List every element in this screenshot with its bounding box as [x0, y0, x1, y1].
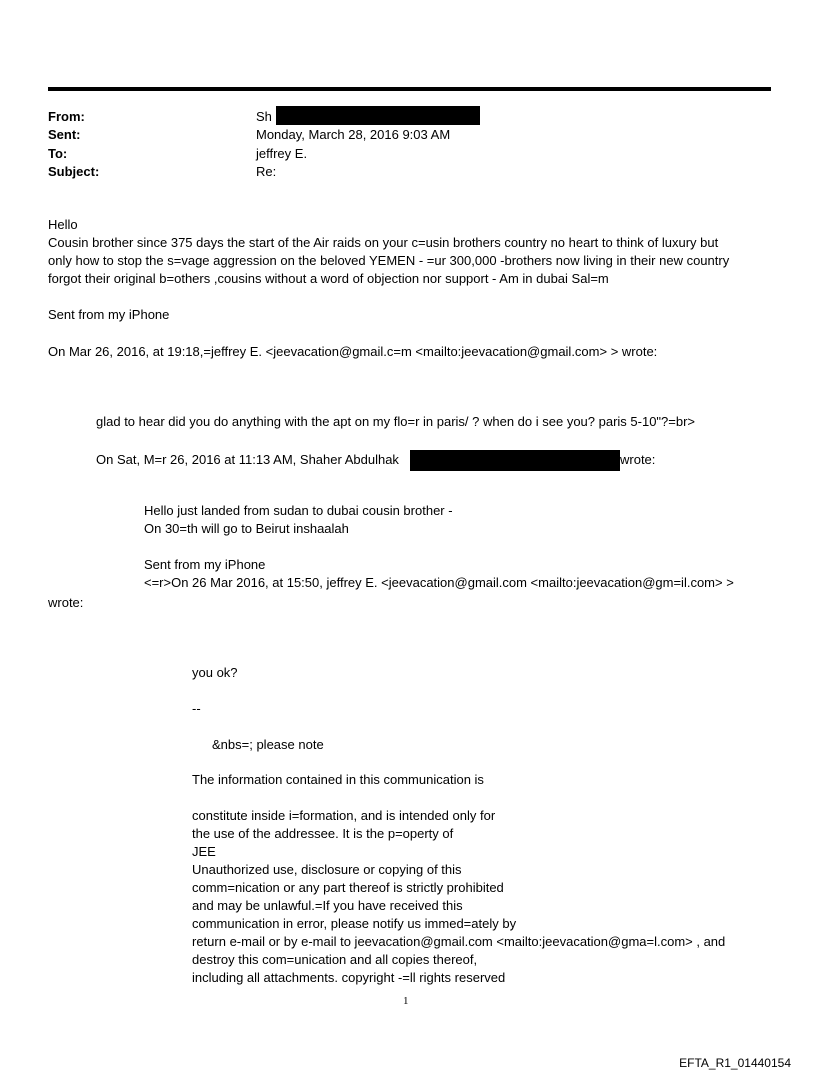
- to-value: jeffrey E.: [256, 146, 308, 161]
- disclaimer-line: destroy this com=unication and all copies thereof,: [192, 952, 478, 967]
- separator-dashes: --: [192, 701, 201, 716]
- page-number: 1: [403, 995, 409, 1007]
- header-rule: [48, 87, 771, 91]
- sent-value: Monday, March 28, 2016 9:03 AM: [256, 127, 451, 142]
- quote-text: glad to hear did you do anything with the apt on my flo=r in paris/ ? when do i see you? paris 5-10"?=br>: [96, 414, 696, 429]
- redaction-block: [410, 450, 620, 471]
- signature: Sent from my iPhone: [48, 307, 170, 322]
- redaction-block: [276, 106, 480, 125]
- signature: Sent from my iPhone: [144, 557, 266, 572]
- quote-text: you ok?: [192, 665, 238, 680]
- subject-value: Re:: [256, 164, 277, 179]
- quote-header-wrote: wrote:: [48, 595, 84, 610]
- quote-header: On Mar 26, 2016, at 19:18,=jeffrey E. <jeevacation@gmail.c=m <mailto:jeevacation@gmail.com> > wrote:: [48, 344, 658, 359]
- note-line: &nbs=; please note: [212, 737, 324, 752]
- disclaimer-line: constitute inside i=formation, and is intended only for: [192, 808, 496, 823]
- quote-text: Hello just landed from sudan to dubai cousin brother -: [144, 503, 453, 518]
- disclaimer-line: Unauthorized use, disclosure or copying of this: [192, 862, 462, 877]
- disclaimer-line: and may be unlawful.=If you have received this: [192, 898, 463, 913]
- from-label: From:: [48, 109, 85, 124]
- disclaimer-line: communication in error, please notify us immed=ately by: [192, 916, 517, 931]
- quote-header: <=r>On 26 Mar 2016, at 15:50, jeffrey E. <jeevacation@gmail.com <mailto:jeevacation@gm=il.com> >: [144, 575, 734, 590]
- greeting: Hello: [48, 217, 78, 232]
- disclaimer-line: return e-mail or by e-mail to jeevacation@gmail.com <mailto:jeevacation@gma=l.com> , and: [192, 934, 726, 949]
- body-line: Cousin brother since 375 days the start of the Air raids on your c=usin brothers country no heart to think of luxury but: [48, 235, 719, 250]
- document-id-footer: EFTA_R1_01440154: [679, 1056, 791, 1070]
- quote-header: On Sat, M=r 26, 2016 at 11:13 AM, Shaher Abdulhak: [96, 452, 399, 467]
- body-line: only how to stop the s=vage aggression on the beloved YEMEN - =ur 300,000 -brothers now living in their new country: [48, 253, 730, 268]
- disclaimer-line: the use of the addressee. It is the p=operty of: [192, 826, 454, 841]
- disclaimer-line: JEE: [192, 844, 216, 859]
- to-label: To:: [48, 146, 68, 161]
- disclaimer-line: The information contained in this communication is: [192, 772, 484, 787]
- subject-label: Subject:: [48, 164, 100, 179]
- quote-text: On 30=th will go to Beirut inshaalah: [144, 521, 349, 536]
- sent-label: Sent:: [48, 127, 81, 142]
- body-line: forgot their original b=others ,cousins without a word of objection nor support - Am in dubai Sal=m: [48, 271, 609, 286]
- disclaimer-line: including all attachments. copyright -=ll rights reserved: [192, 970, 506, 985]
- quote-header-wrote: wrote:: [620, 452, 656, 467]
- disclaimer-line: comm=nication or any part thereof is strictly prohibited: [192, 880, 504, 895]
- from-value: Sh: [256, 109, 272, 124]
